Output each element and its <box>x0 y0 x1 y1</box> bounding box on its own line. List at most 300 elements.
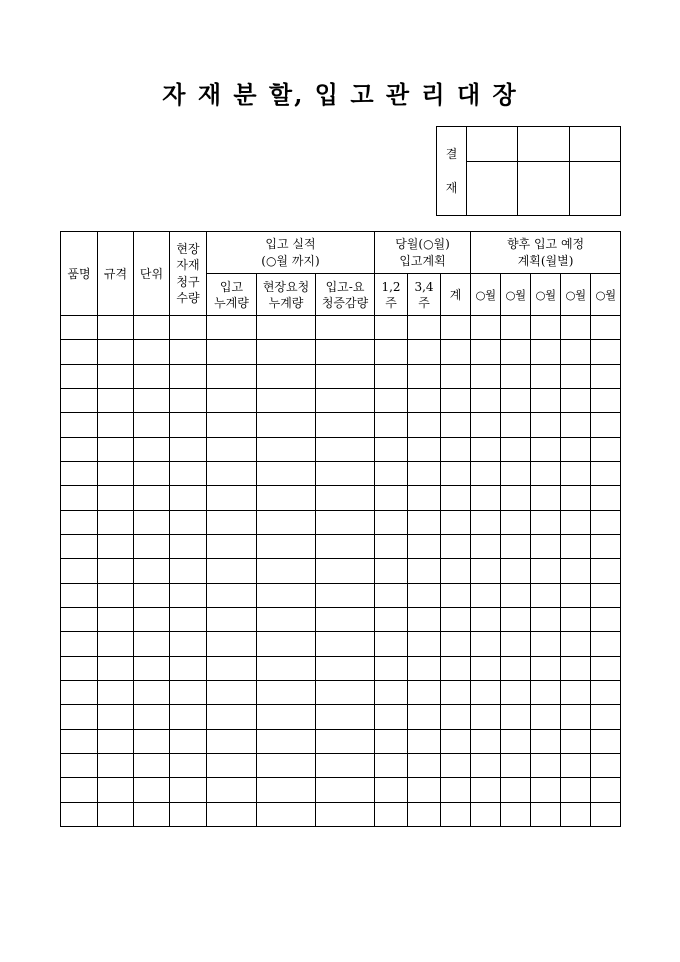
table-cell <box>591 632 621 656</box>
table-cell <box>170 316 207 340</box>
document-title: 자 재 분 할, 입 고 관 리 대 장 <box>162 80 518 109</box>
table-cell <box>501 388 531 412</box>
table-cell <box>170 364 207 388</box>
table-cell <box>561 802 591 826</box>
header-weeks-1-2 <box>375 274 408 316</box>
header-site-request-line: 현장 <box>176 241 200 256</box>
table-cell <box>408 461 441 485</box>
table-cell <box>408 316 441 340</box>
table-cell <box>501 729 531 753</box>
table-cell <box>408 802 441 826</box>
table-cell <box>471 510 501 534</box>
table-cell <box>408 437 441 461</box>
table-cell <box>408 607 441 631</box>
table-cell <box>257 316 316 340</box>
table-cell <box>561 413 591 437</box>
table-cell <box>471 437 501 461</box>
header-unit: 단위 <box>134 232 170 316</box>
header-future-plan-subtitle: 계획(월별) <box>517 253 574 268</box>
table-cell <box>531 437 561 461</box>
table-cell <box>134 802 170 826</box>
table-cell <box>441 437 471 461</box>
approval-title-cell-1 <box>467 127 518 162</box>
header-receipt-actual <box>207 232 375 274</box>
table-cell <box>170 778 207 802</box>
table-cell <box>316 559 375 583</box>
table-cell <box>408 705 441 729</box>
table-cell <box>170 340 207 364</box>
table-cell <box>98 510 134 534</box>
table-cell <box>134 364 170 388</box>
table-cell <box>471 802 501 826</box>
approval-label-cell <box>437 127 467 216</box>
table-cell <box>61 340 98 364</box>
table-cell <box>134 510 170 534</box>
header-cumulative-receipt <box>207 274 257 316</box>
header-site-request-line: 자재 <box>176 258 200 272</box>
header-row-1 <box>61 232 621 274</box>
table-cell <box>207 340 257 364</box>
table-cell <box>441 705 471 729</box>
table-cell <box>531 753 561 777</box>
table-cell <box>98 437 134 461</box>
table-cell <box>561 461 591 485</box>
header-item-name: 품명 <box>61 232 98 316</box>
table-cell <box>471 534 501 558</box>
table-cell <box>561 753 591 777</box>
header-site-request-line: 청구 <box>176 274 200 289</box>
table-cell <box>561 583 591 607</box>
approval-sign-cell-3 <box>570 162 621 216</box>
table-cell <box>316 486 375 510</box>
table-cell <box>170 388 207 412</box>
table-cell <box>471 778 501 802</box>
table-cell <box>257 486 316 510</box>
header-month-1: ○월 <box>471 274 501 316</box>
table-cell <box>61 656 98 680</box>
ledger-header <box>61 232 621 316</box>
table-cell <box>591 437 621 461</box>
table-cell <box>316 510 375 534</box>
table-cell <box>501 461 531 485</box>
table-cell <box>531 729 561 753</box>
table-cell <box>98 559 134 583</box>
table-cell <box>531 583 561 607</box>
table-cell <box>375 705 408 729</box>
table-cell <box>134 486 170 510</box>
table-cell <box>170 486 207 510</box>
table-cell <box>170 729 207 753</box>
table-cell <box>257 413 316 437</box>
approval-box <box>436 126 621 216</box>
table-cell <box>207 413 257 437</box>
table-cell <box>471 680 501 704</box>
table-cell <box>375 802 408 826</box>
table-cell <box>471 486 501 510</box>
table-cell <box>98 607 134 631</box>
table-cell <box>61 729 98 753</box>
table-cell <box>561 729 591 753</box>
table-row <box>61 510 621 534</box>
table-cell <box>375 316 408 340</box>
approval-title-cell-3 <box>570 127 621 162</box>
table-cell <box>98 705 134 729</box>
table-cell <box>408 656 441 680</box>
table-row <box>61 778 621 802</box>
table-cell <box>591 607 621 631</box>
table-cell <box>408 486 441 510</box>
table-cell <box>501 534 531 558</box>
table-cell <box>375 437 408 461</box>
table-cell <box>591 705 621 729</box>
table-cell <box>441 632 471 656</box>
table-cell <box>561 656 591 680</box>
table-cell <box>561 680 591 704</box>
table-cell <box>98 632 134 656</box>
table-cell <box>316 340 375 364</box>
table-cell <box>471 461 501 485</box>
table-cell <box>207 656 257 680</box>
table-cell <box>61 437 98 461</box>
table-cell <box>207 364 257 388</box>
table-cell <box>531 778 561 802</box>
table-row <box>61 632 621 656</box>
table-cell <box>531 510 561 534</box>
table-cell <box>501 437 531 461</box>
table-cell <box>561 340 591 364</box>
table-cell <box>257 607 316 631</box>
table-cell <box>170 607 207 631</box>
table-cell <box>316 778 375 802</box>
table-cell <box>408 364 441 388</box>
table-cell <box>561 559 591 583</box>
table-row <box>61 680 621 704</box>
table-row <box>61 413 621 437</box>
table-cell <box>170 413 207 437</box>
table-cell <box>531 388 561 412</box>
table-cell <box>561 437 591 461</box>
table-cell <box>61 461 98 485</box>
table-cell <box>375 486 408 510</box>
table-cell <box>98 461 134 485</box>
header-line: 누계량 <box>268 295 304 310</box>
table-cell <box>561 510 591 534</box>
table-row <box>61 437 621 461</box>
table-cell <box>531 680 561 704</box>
header-difference <box>316 274 375 316</box>
table-cell <box>316 705 375 729</box>
header-receipt-actual-title: 입고 실적 <box>265 236 316 251</box>
table-cell <box>61 778 98 802</box>
table-cell <box>441 388 471 412</box>
approval-label-top: 결 <box>445 147 458 161</box>
table-cell <box>591 340 621 364</box>
table-cell <box>170 534 207 558</box>
table-cell <box>471 388 501 412</box>
header-line: 주 <box>385 295 397 310</box>
table-cell <box>316 632 375 656</box>
table-cell <box>531 705 561 729</box>
table-cell <box>316 583 375 607</box>
table-cell <box>207 388 257 412</box>
header-spec: 규격 <box>98 232 134 316</box>
table-cell <box>134 413 170 437</box>
table-cell <box>61 583 98 607</box>
table-cell <box>375 364 408 388</box>
table-cell <box>207 632 257 656</box>
table-cell <box>408 559 441 583</box>
table-cell <box>134 388 170 412</box>
table-cell <box>61 680 98 704</box>
table-cell <box>408 583 441 607</box>
table-cell <box>591 559 621 583</box>
table-cell <box>408 413 441 437</box>
table-cell <box>441 607 471 631</box>
table-cell <box>408 534 441 558</box>
table-cell <box>591 753 621 777</box>
header-line: 입고 <box>219 279 244 294</box>
table-cell <box>501 340 531 364</box>
table-cell <box>61 753 98 777</box>
table-cell <box>257 583 316 607</box>
table-cell <box>375 680 408 704</box>
table-cell <box>257 510 316 534</box>
table-cell <box>408 680 441 704</box>
header-month-4: ○월 <box>561 274 591 316</box>
table-cell <box>471 559 501 583</box>
table-cell <box>531 607 561 631</box>
table-cell <box>134 437 170 461</box>
table-cell <box>441 729 471 753</box>
table-cell <box>207 461 257 485</box>
table-row <box>61 607 621 631</box>
table-cell <box>471 656 501 680</box>
table-cell <box>207 559 257 583</box>
header-cumulative-site-request <box>257 274 316 316</box>
table-cell <box>134 632 170 656</box>
table-cell <box>441 413 471 437</box>
table-cell <box>441 510 471 534</box>
table-cell <box>375 534 408 558</box>
table-cell <box>375 607 408 631</box>
approval-label-bottom: 재 <box>445 181 458 195</box>
table-cell <box>561 316 591 340</box>
ledger-body <box>61 316 621 827</box>
table-cell <box>316 729 375 753</box>
table-cell <box>61 388 98 412</box>
table-cell <box>316 413 375 437</box>
table-row <box>61 583 621 607</box>
table-cell <box>591 388 621 412</box>
table-cell <box>61 486 98 510</box>
table-cell <box>375 778 408 802</box>
table-cell <box>441 802 471 826</box>
table-cell <box>501 413 531 437</box>
table-cell <box>134 316 170 340</box>
table-cell <box>61 510 98 534</box>
table-cell <box>591 316 621 340</box>
table-cell <box>207 437 257 461</box>
table-cell <box>441 340 471 364</box>
table-cell <box>134 607 170 631</box>
table-cell <box>471 729 501 753</box>
table-cell <box>531 802 561 826</box>
table-cell <box>257 632 316 656</box>
table-cell <box>375 656 408 680</box>
table-cell <box>441 680 471 704</box>
table-cell <box>316 534 375 558</box>
approval-title-cell-2 <box>518 127 570 162</box>
table-cell <box>471 607 501 631</box>
table-cell <box>207 729 257 753</box>
table-cell <box>170 802 207 826</box>
table-cell <box>408 753 441 777</box>
header-month-5: ○월 <box>591 274 621 316</box>
table-cell <box>441 583 471 607</box>
table-cell <box>501 656 531 680</box>
header-month-3: ○월 <box>531 274 561 316</box>
table-cell <box>561 778 591 802</box>
table-row <box>61 559 621 583</box>
table-cell <box>207 802 257 826</box>
table-cell <box>408 778 441 802</box>
table-cell <box>591 802 621 826</box>
table-cell <box>501 680 531 704</box>
table-cell <box>257 559 316 583</box>
table-cell <box>501 510 531 534</box>
table-cell <box>134 680 170 704</box>
table-cell <box>134 559 170 583</box>
table-cell <box>561 705 591 729</box>
table-cell <box>591 461 621 485</box>
table-cell <box>471 340 501 364</box>
table-cell <box>134 705 170 729</box>
table-cell <box>61 607 98 631</box>
table-cell <box>408 388 441 412</box>
table-row <box>61 802 621 826</box>
table-cell <box>375 729 408 753</box>
table-cell <box>471 583 501 607</box>
table-cell <box>441 534 471 558</box>
table-cell <box>170 632 207 656</box>
table-cell <box>257 388 316 412</box>
table-cell <box>441 364 471 388</box>
table-cell <box>170 510 207 534</box>
table-cell <box>408 510 441 534</box>
table-cell <box>375 559 408 583</box>
table-cell <box>408 632 441 656</box>
table-cell <box>561 388 591 412</box>
table-cell <box>207 680 257 704</box>
table-cell <box>98 364 134 388</box>
table-cell <box>471 364 501 388</box>
table-cell <box>134 656 170 680</box>
table-cell <box>207 316 257 340</box>
table-cell <box>207 705 257 729</box>
header-line: 3,4 <box>414 279 434 294</box>
table-cell <box>471 413 501 437</box>
table-cell <box>375 753 408 777</box>
table-cell <box>61 413 98 437</box>
ledger-table <box>60 231 621 827</box>
table-cell <box>375 583 408 607</box>
table-cell <box>501 364 531 388</box>
table-cell <box>375 510 408 534</box>
table-cell <box>561 632 591 656</box>
table-cell <box>375 388 408 412</box>
table-cell <box>257 364 316 388</box>
table-cell <box>591 680 621 704</box>
table-cell <box>471 705 501 729</box>
table-cell <box>257 778 316 802</box>
table-cell <box>316 437 375 461</box>
table-row <box>61 753 621 777</box>
table-cell <box>408 340 441 364</box>
table-cell <box>441 461 471 485</box>
table-cell <box>375 632 408 656</box>
table-cell <box>501 486 531 510</box>
table-cell <box>441 486 471 510</box>
table-cell <box>170 680 207 704</box>
table-cell <box>170 753 207 777</box>
table-cell <box>257 534 316 558</box>
table-cell <box>257 461 316 485</box>
table-cell <box>257 753 316 777</box>
table-cell <box>591 729 621 753</box>
table-cell <box>257 437 316 461</box>
header-future-plan-title: 향후 입고 예정 <box>506 236 585 251</box>
table-cell <box>98 534 134 558</box>
table-cell <box>316 656 375 680</box>
table-cell <box>441 559 471 583</box>
table-cell <box>561 364 591 388</box>
approval-sign-cell-2 <box>518 162 570 216</box>
table-cell <box>98 680 134 704</box>
table-cell <box>316 461 375 485</box>
header-current-month-plan <box>375 232 471 274</box>
table-cell <box>134 340 170 364</box>
table-cell <box>531 413 561 437</box>
table-cell <box>207 607 257 631</box>
table-cell <box>257 705 316 729</box>
table-cell <box>375 340 408 364</box>
table-cell <box>98 656 134 680</box>
table-cell <box>501 705 531 729</box>
table-cell <box>134 534 170 558</box>
table-cell <box>98 802 134 826</box>
table-cell <box>61 802 98 826</box>
table-cell <box>591 656 621 680</box>
table-cell <box>61 632 98 656</box>
table-cell <box>257 656 316 680</box>
table-cell <box>257 729 316 753</box>
table-cell <box>441 753 471 777</box>
table-cell <box>591 534 621 558</box>
table-cell <box>207 753 257 777</box>
table-cell <box>591 583 621 607</box>
table-cell <box>316 316 375 340</box>
table-cell <box>316 802 375 826</box>
table-cell <box>98 316 134 340</box>
table-row <box>61 534 621 558</box>
table-cell <box>501 559 531 583</box>
table-cell <box>134 583 170 607</box>
table-cell <box>501 583 531 607</box>
table-cell <box>561 607 591 631</box>
table-cell <box>170 461 207 485</box>
table-cell <box>531 559 561 583</box>
table-cell <box>257 802 316 826</box>
